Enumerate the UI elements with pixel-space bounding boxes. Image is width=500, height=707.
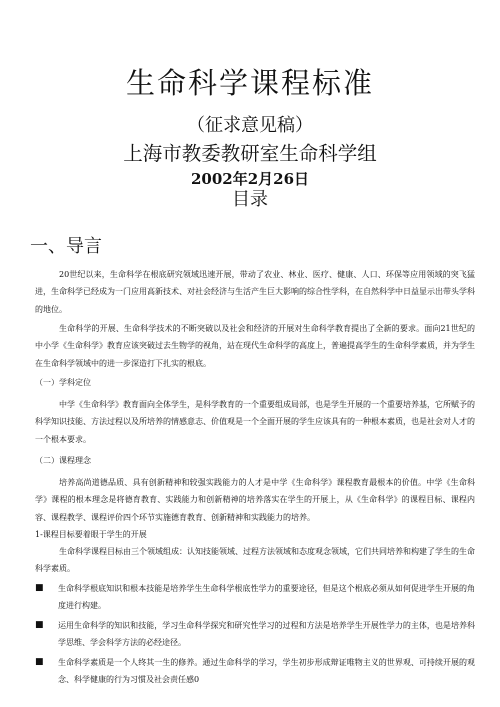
- document-subtitle: （征求意见稿）: [187, 115, 313, 136]
- document-title: 生命科学课程标准: [125, 66, 374, 100]
- bullet-square-icon: ■: [35, 583, 44, 593]
- bullet-item: [35, 580, 475, 615]
- goals-paragraph: 生命科学课程目标由三个领域组成：认知技能领域、过程方法领域和态度观念领域，它们共同培养和构建了学生的生命科学素质。: [35, 547, 475, 574]
- bullet-text: 运用生命科学的知识和技能，学习生命科学探究和研究性学习的过程和方法是培养学生开展性学力的主体，也是培养科学思维、学会科学方法的必经途径。: [58, 621, 475, 648]
- document-date: 2002年2月26日: [190, 170, 310, 188]
- subsection-heading-philosophy: （二）课程理念: [35, 456, 91, 465]
- document-organization: 上海市教委教研室生命科学组: [123, 142, 377, 165]
- bullet-square-icon: ■: [35, 620, 44, 630]
- intro-paragraph-1: 20世纪以来，生命科学在根底研究领域迅速开展，带动了农业、林业、医疗、健康、人口、环保等应用领域的突飞猛进，生命科学已经成为一门应用高新技术、对社会经济与生活产生巨大影响的综合性学科，在自然科学中日益显示出带头学科的地位。: [35, 270, 475, 314]
- bullet-square-icon: ■: [35, 657, 44, 667]
- bullet-text: 生命科学素质是一个人终其一生的修养。通过生命科学的学习，学生初步形成辩证唯物主义的世界观、可持续开展的观念、科学健康的行为习惯及社会责任感0: [58, 658, 475, 685]
- point-heading-goals: 1-课程目标要着眼于学生的开展: [35, 530, 147, 539]
- table-of-contents-label: 目录: [232, 189, 268, 210]
- section-heading: 一、导言: [30, 236, 102, 257]
- intro-paragraph-2: 生命科学的开展、生命科学技术的不断突破以及社会和经济的开展对生命科学教育提出了全新的要求。面向21世纪的中小学《生命科学》教育应该突破过去生物学的视角，站在现代生命科学的高度上，普遍提高学生的生命科学素质，并为学生在生命科学领域中的进一步深造打下扎实的根底。: [35, 324, 475, 368]
- subsection-heading-positioning: （一）学科定位: [35, 378, 91, 387]
- philosophy-paragraph: 培养高尚道德品质、具有创新精神和较强实践能力的人才是中学《生命科学》课程教育最根本的价值。中学《生命科学》课程的根本理念是将德育教育、实践能力和创新精神的培养落实在学生的开展上，从《生命科学》的课程目标、课程内容、课程教学、课程评价四个环节实施德育教育、创新精神和实践能力的培养。: [35, 478, 475, 522]
- bullet-item: [35, 617, 475, 652]
- bullet-item: [35, 654, 475, 689]
- positioning-paragraph: 中学《生命科学》教育面向全体学生，是科学教育的一个重要组成局部，也是学生开展的一个重要培养基，它所赋予的科学知识技能、方法过程以及所培养的情感意志、价值观是一个全面开展的学生应该具有的一种根本素质，也是社会对人才的一个根本要求。: [35, 400, 475, 444]
- bullet-text: 生命科学根底知识和根本技能是培养学生生命科学根底性学力的重要途径，但是这个根底必须从如何促进学生开展的角度进行构建。: [58, 584, 475, 611]
